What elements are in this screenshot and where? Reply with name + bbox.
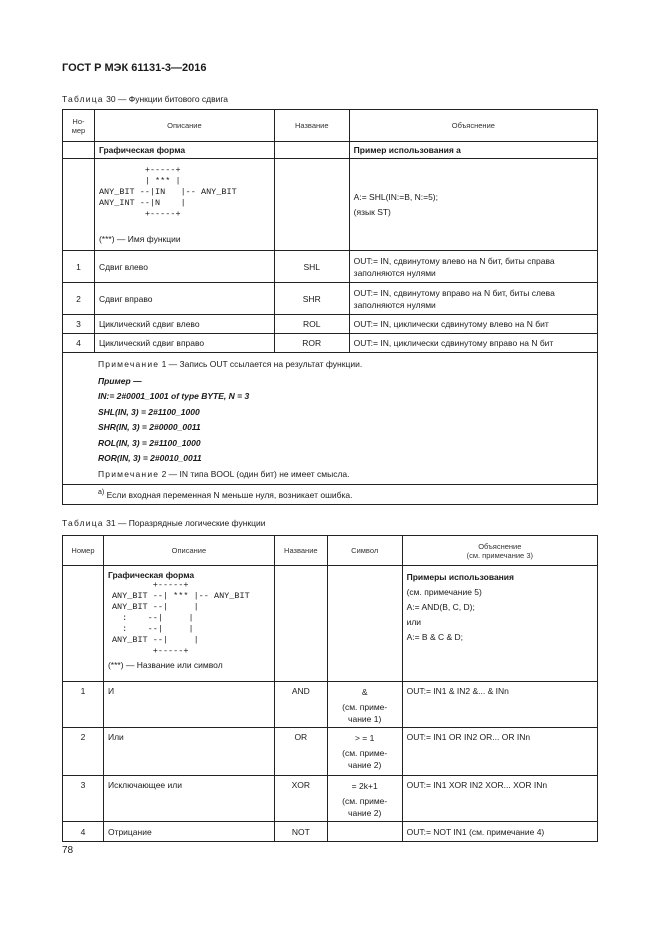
note-2: Примечание 2 — IN типа BOOL (один бит) не имеет смысла. — [98, 468, 350, 479]
footnote: $^{а)}$ Если входная переменная N меньше нуля, возникает ошибка. — [63, 485, 598, 505]
col-header-name: Название — [274, 536, 327, 566]
example-line: SHR(IN, 3) = 2#0000_0011 — [98, 422, 201, 432]
table-31-caption — [62, 518, 265, 528]
col-header-number: Номер — [63, 536, 104, 566]
table-row: 1 И AND & (см. приме- чание 1) OUT:= IN1 & IN2 &... & INn — [63, 682, 598, 728]
graph-form-label: Графическая форма — [94, 142, 274, 159]
table-31: Номер Описание Название Символ Объяснение (см. примечание 3) Графическая форма +-----+ ANY_BIT --| *** |-- ANY_BIT ANY_BIT --| | : --| | : --| | ANY_BIT --| | +-----+ (***) — Название или символ Примеры использования (см. примечание 5) A:= AND(B, C, D); или A:= B & C & D; 1 И AND & (см. приме- чание 1) OUT:= IN1 & IN2 &... & INn 2 Или OR > = 1 (см. приме- чание 2) OUT:= IN1 OR IN2 OR... OR INn 3 Исключающее или XOR = 2k+1 (см. приме- чание 2) OUT:= IN1 XOR IN2 XOR... XOR INn 4 Отрицание NOT OUT:= NOT IN1 (см. примечание 4) — [62, 535, 598, 842]
table-row: 2 Или OR > = 1 (см. приме- чание 2) OUT:= IN1 OR IN2 OR... OR INn — [63, 728, 598, 776]
page-number: 78 — [62, 845, 74, 856]
caption-text: 31 — Поразрядные логические функции — [103, 518, 266, 528]
col-header-explanation: Объяснение (см. примечание 3) — [402, 536, 597, 566]
table-row: 3 Исключающее или XOR = 2k+1 (см. приме- чание 2) OUT:= IN1 XOR IN2 XOR... XOR INn — [63, 776, 598, 822]
caption-prefix: Таблица — [62, 94, 104, 104]
note-1: Примечание 1 — Запись OUT ссылается на результат функции. — [98, 359, 363, 369]
col-header-number: Но- мер — [63, 110, 95, 142]
example-line: IN:= 2#0001_1001 of type BYTE, N = 3 — [98, 391, 250, 401]
caption-prefix: Таблица — [62, 518, 104, 528]
example-line: SHL(IN, 3) = 2#1100_1000 — [98, 406, 200, 417]
table-row: 2 Сдвиг вправо SHR OUT:= IN, сдвинутому вправо на N бит, биты слева заполняются нулями — [63, 283, 598, 315]
example-line: ROL(IN, 3) = 2#1100_1000 — [98, 437, 201, 448]
usage-example-label: Пример использования а — [349, 142, 597, 159]
col-header-explanation: Объяснение — [349, 110, 597, 142]
table-row: 1 Сдвиг влево SHL OUT:= IN, сдвинутому влево на N бит, биты справа заполняются нулями — [63, 251, 598, 283]
table-30-caption — [62, 94, 228, 104]
example-language: (язык ST) — [353, 206, 391, 217]
function-block-diagram: +-----+ | *** | ANY_BIT --|IN |-- ANY_BIT ANY_INT --|N | +-----+ — [98, 165, 237, 219]
col-header-description: Описание — [103, 536, 274, 566]
name-or-symbol-note: (***) — Название или символ — [107, 660, 223, 670]
notes-cell — [63, 353, 598, 485]
function-block-diagram: +-----+ ANY_BIT --| *** |-- ANY_BIT ANY_BIT --| | : --| | : --| | ANY_BIT --| | +-----+ — [111, 580, 250, 656]
function-name-note: (***) — Имя функции — [98, 234, 181, 244]
table-row: 4 Циклический сдвиг вправо ROR OUT:= IN, циклически сдвинутому вправо на N бит — [63, 334, 598, 353]
table-row: 4 Отрицание NOT OUT:= NOT IN1 (см. примечание 4) — [63, 822, 598, 842]
col-header-description: Описание — [94, 110, 274, 142]
col-header-name: Название — [274, 110, 349, 142]
graph-form-label: Графическая форма — [107, 570, 195, 580]
example-title: Пример — — [98, 375, 142, 386]
usage-examples-label: Примеры использования — [406, 572, 514, 582]
table-row: 3 Циклический сдвиг влево ROL OUT:= IN, циклически сдвинутому влево на N бит — [63, 315, 598, 334]
caption-text: 30 — Функции битового сдвига — [103, 94, 229, 104]
table-30 — [62, 109, 598, 505]
example-code: A:= SHL(IN:=B, N:=5); — [353, 191, 438, 202]
document-header: ГОСТ Р МЭК 61131-3—2016 — [62, 62, 207, 74]
example-line: ROR(IN, 3) = 2#0010_0011 — [98, 453, 202, 463]
col-header-symbol: Символ — [327, 536, 402, 566]
